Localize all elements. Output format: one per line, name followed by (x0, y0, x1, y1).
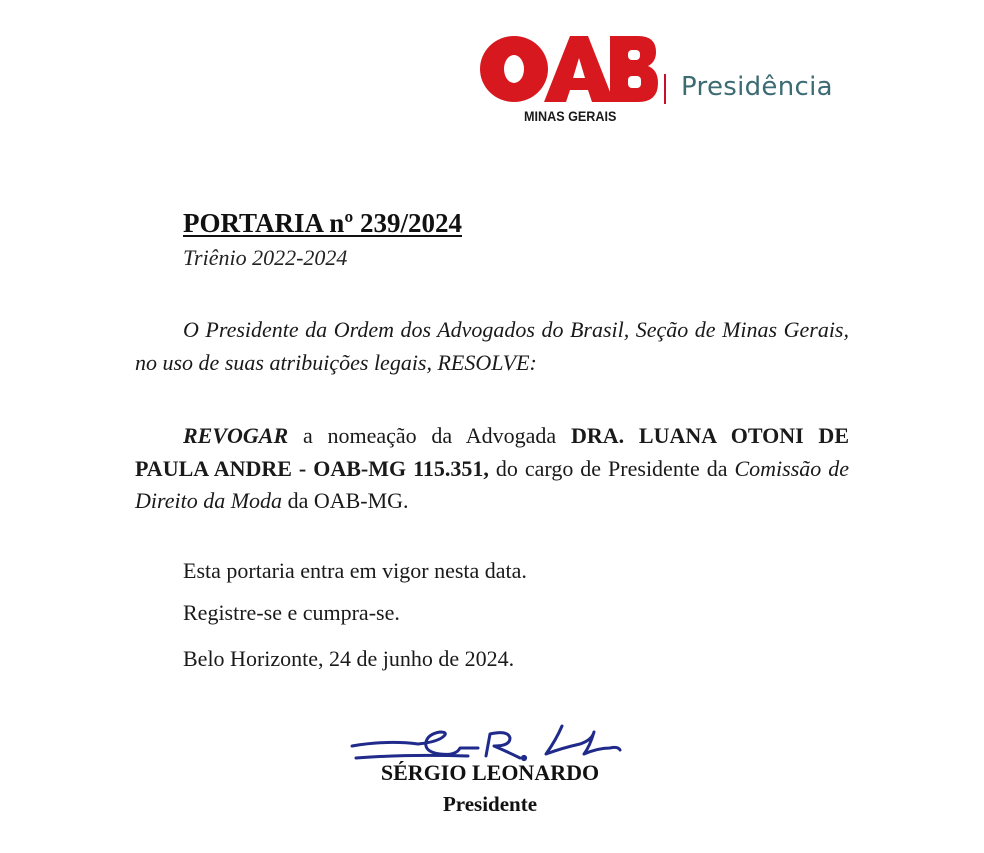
resolution-text-c: da OAB-MG. (282, 488, 409, 513)
preamble-paragraph (135, 314, 849, 379)
register-line: Registre-se e cumpra-se. (183, 600, 400, 625)
signer-role: Presidente (442, 792, 538, 816)
place-date-line: Belo Horizonte, 24 de junho de 2024. (183, 646, 515, 671)
preamble-text: O Presidente da Ordem dos Advogados do Brasil, Seção de Minas Gerais, no uso de suas atribuições legais, RESOLVE: (135, 317, 849, 375)
resolution-paragraph (135, 420, 849, 518)
effective-date-line: Esta portaria entra em vigor nesta data. (183, 558, 527, 583)
commission-name: Comissão de Direito da Moda (135, 455, 850, 513)
resolution-verb: REVOGAR (183, 423, 289, 448)
logo-divider (664, 74, 666, 104)
resolution-text-b: do cargo de Presidente da (488, 455, 735, 481)
department-label: Presidência (681, 72, 833, 102)
signer-name: SÉRGIO LEONARDO (380, 760, 600, 785)
document-title: PORTARIA nº 239/2024 (183, 208, 462, 238)
oab-logo (478, 30, 658, 110)
appointee-name: DRA. LUANA OTONI DE PAULA ANDRE - OAB-MG 115.351, (135, 423, 849, 481)
logo-subtitle: MINAS GERAIS (524, 108, 617, 124)
resolution-text-a: a nomeação da Advogada (288, 423, 571, 448)
triennium-label: Triênio 2022-2024 (183, 245, 348, 270)
oab-logo-header (478, 30, 858, 130)
